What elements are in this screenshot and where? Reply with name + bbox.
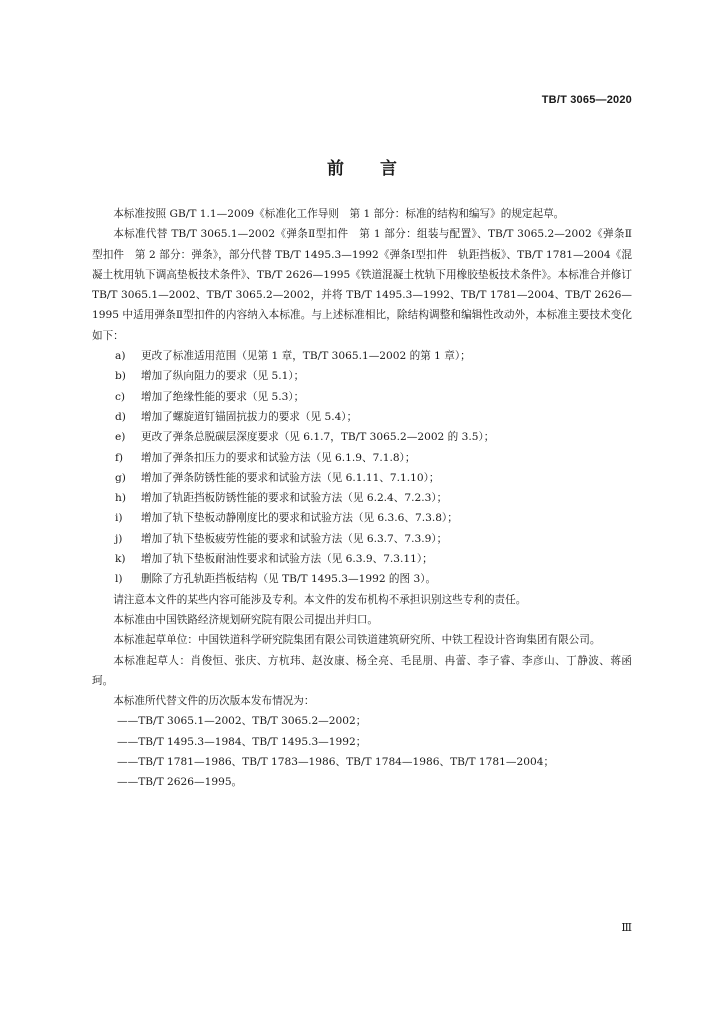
drafting-units: 本标准起草单位：中国铁道科学研究院集团有限公司铁道建筑研究所、中铁工程设计咨询集团有限公司。 — [113, 634, 601, 647]
list-item-label: e) — [115, 431, 126, 444]
list-item-text: 增加了纵向阻力的要求（见 5.1）； — [141, 370, 305, 383]
list-item-label: l) — [115, 573, 123, 586]
list-item — [92, 488, 632, 508]
paragraph-replacement: 本标准代替 TB/T 3065.1—2002《弹条Ⅱ型扣件 第 1 部分：组装与配置》、TB/T 3065.2—2002《弹条Ⅱ型扣件 第 2 部分：弹条》，部分代替 TB/T 1495.3—1992《弹条Ⅰ型扣件 轨距挡板》、TB/T 1781—2004《混凝土枕用轨下调高垫板技术条件》、TB/T 2626—1995《铁道混凝土枕轨下用橡胶垫板技术条件》。本标准合并修订 TB/T 3065.1—2002、TB/T 3065.2—2002，并将 TB/T 1495.3—1992、TB/T 1781—2004、TB/T 2626—1995 中适用弹条Ⅱ型扣件的内容纳入本标准。与上述标准相比，除结构调整和编辑性改动外，本标准主要技术变化如下： — [92, 228, 632, 342]
patent-notice: 请注意本文件的某些内容可能涉及专利。本文件的发布机构不承担识别这些专利的责任。 — [113, 593, 527, 606]
list-item-text: 增加了轨下垫板动静刚度比的要求和试验方法（见 6.3.6、7.3.8）； — [141, 512, 458, 525]
list-item-label: a) — [115, 350, 126, 363]
list-item — [92, 529, 632, 549]
list-item-text: 增加了绝缘性能的要求（见 5.3）； — [141, 390, 305, 403]
history-intro: 本标准所代替文件的历次版本发布情况为： — [113, 695, 315, 708]
list-item — [92, 468, 632, 488]
history-item: ——TB/T 1781—1986、TB/T 1783—1986、TB/T 1784—1986、TB/T 1781—2004； — [117, 756, 555, 769]
history-list — [92, 711, 632, 792]
list-item — [92, 549, 632, 569]
list-item-text: 增加了弹条防锈性能的要求和试验方法（见 6.1.11、7.1.10）； — [141, 471, 440, 484]
list-item — [92, 448, 632, 468]
list-item — [92, 366, 632, 386]
list-item — [92, 427, 632, 447]
list-item — [92, 508, 632, 528]
list-item-label: g) — [115, 471, 126, 484]
list-item-text: 增加了轨下垫板耐油性要求和试验方法（见 6.3.9、7.3.11）； — [141, 553, 433, 566]
history-item: ——TB/T 1495.3—1984、TB/T 1495.3—1992； — [117, 735, 367, 748]
drafters: 本标准起草人：肖俊恒、张庆、方杭玮、赵汝康、杨全亮、毛昆朋、冉蕾、李子睿、李彦山、丁静波、蒋函珂。 — [92, 654, 632, 687]
paragraph-drafting-rules: 本标准按照 GB/T 1.1—2009《标准化工作导则 第 1 部分：标准的结构和编写》的规定起草。 — [113, 208, 565, 220]
list-item — [92, 407, 632, 427]
list-item — [92, 387, 632, 407]
foreword-body — [92, 204, 632, 793]
list-item-text: 更改了弹条总脱碳层深度要求（见 6.1.7，TB/T 3065.2—2002 的 3.5）； — [141, 431, 495, 444]
history-item: ——TB/T 3065.1—2002、TB/T 3065.2—2002； — [117, 715, 367, 728]
list-item-label: h) — [115, 492, 126, 505]
list-item-label: d) — [115, 410, 126, 423]
list-item-text: 增加了螺旋道钉锚固抗拔力的要求（见 5.4）； — [141, 410, 358, 423]
list-item-text: 增加了弹条扣压力的要求和试验方法（见 6.1.9、7.1.8）； — [141, 451, 416, 464]
changes-list — [92, 346, 632, 590]
list-item-label: k) — [115, 553, 126, 566]
list-item-label: b) — [115, 370, 126, 383]
list-item-label: i) — [115, 512, 123, 525]
list-item-text: 增加了轨下垫板疲劳性能的要求和试验方法（见 6.3.7、7.3.9）； — [141, 532, 448, 545]
list-item-label: f) — [115, 451, 124, 464]
list-item — [92, 346, 632, 366]
standard-code: TB/T 3065—2020 — [541, 94, 632, 106]
list-item-text: 增加了轨距挡板防锈性能的要求和试验方法（见 6.2.4、7.2.3）； — [141, 492, 448, 505]
page-number: Ⅲ — [621, 922, 632, 934]
list-item-label: j) — [115, 532, 123, 545]
history-item: ——TB/T 2626—1995。 — [117, 776, 243, 789]
list-item-text: 删除了方孔轨距挡板结构（见 TB/T 1495.3—1992 的图 3）。 — [141, 573, 437, 586]
proposer-statement: 本标准由中国铁路经济规划研究院有限公司提出并归口。 — [113, 613, 379, 626]
list-item-label: c) — [115, 390, 126, 403]
page-title: 前言 — [327, 159, 433, 179]
list-item — [92, 569, 632, 589]
list-item-text: 更改了标准适用范围（见第 1 章，TB/T 3065.1—2002 的第 1 章）； — [141, 350, 471, 363]
